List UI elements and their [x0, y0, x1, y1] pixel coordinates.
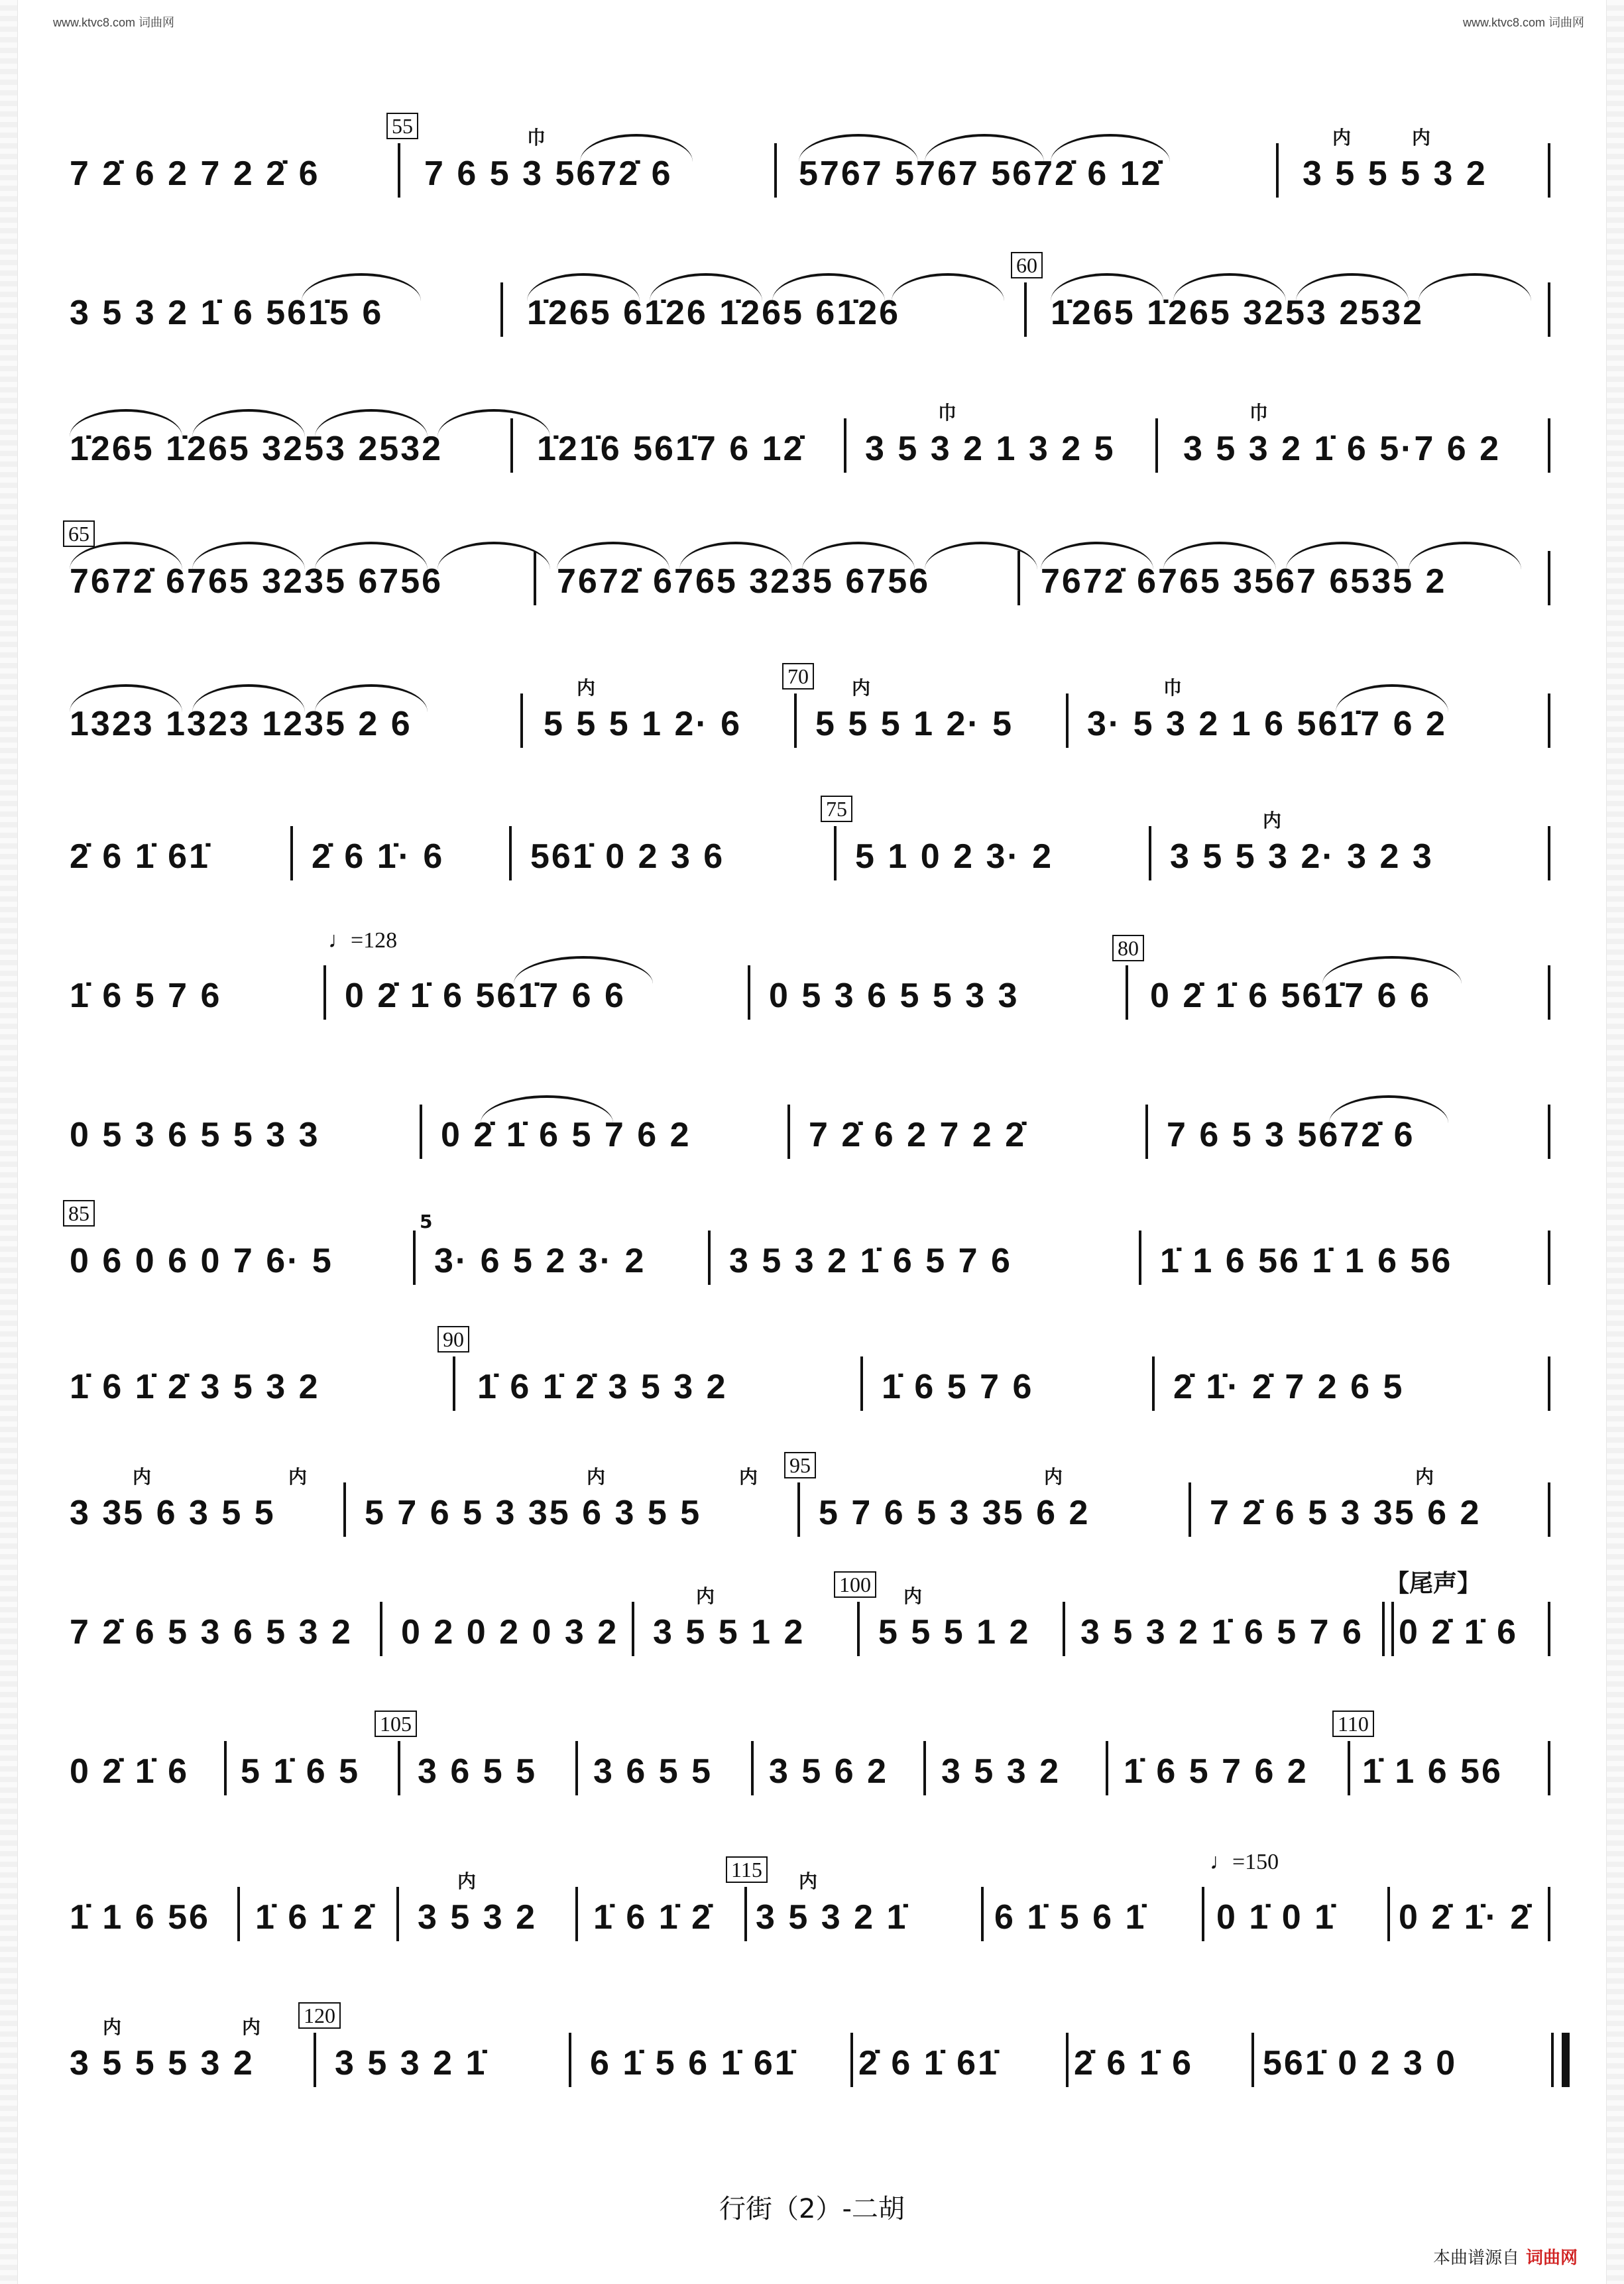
measure-number: 105 [375, 1711, 417, 1737]
ornament-nei: 内 [852, 677, 871, 699]
ornament-five: 5 [420, 1211, 433, 1232]
ornament-nei: 内 [1263, 810, 1282, 831]
measure: 7 2̇ 6 5 3 6 5 3 2 [70, 1613, 353, 1652]
barline [453, 1356, 455, 1411]
barline [380, 1602, 382, 1656]
barline [1548, 1482, 1550, 1537]
barline [569, 2033, 571, 2087]
measure: 1̇ 6 1̇ 2̇ 3 5 3 2 [70, 1368, 320, 1406]
measure-number: 65 [63, 520, 95, 547]
source-site-link[interactable]: 词曲网 [1525, 2248, 1578, 2268]
barline [794, 693, 797, 748]
measure: 3 5 6 2 [769, 1752, 889, 1791]
score-row-3 [63, 381, 1558, 481]
measure: 5 5 5 1 2 [878, 1613, 1031, 1652]
ornament-nei: 内 [1044, 1466, 1063, 1488]
final-barline [1551, 2033, 1554, 2087]
section-label-coda: 【尾声】 [1385, 1570, 1481, 1597]
ornament-nei: 内 [587, 1466, 606, 1488]
barline [844, 418, 846, 473]
source-credit: 本曲谱源自 词曲网 [1432, 2248, 1578, 2268]
measure-number: 110 [1332, 1711, 1374, 1737]
ornament-nei: 内 [577, 677, 596, 699]
barline [323, 965, 326, 1020]
barline [1548, 418, 1550, 473]
barline [1202, 1887, 1204, 1941]
measure: 2̇ 6 1̇ 61̇ [858, 2044, 999, 2082]
measure: 3· 6 5 2 3· 2 [434, 1242, 646, 1280]
barline [1126, 965, 1128, 1020]
barline [237, 1887, 240, 1941]
measure: 3 35 6 3 5 5 [70, 1494, 276, 1532]
double-barline [1382, 1602, 1385, 1656]
barline [708, 1231, 711, 1285]
tempo-marking: ♩=150 [1210, 1850, 1279, 1874]
measure: 3 5 3 2 [941, 1752, 1061, 1791]
measure-number: 80 [1112, 935, 1144, 961]
measure-number: 115 [726, 1856, 768, 1883]
barline [748, 965, 750, 1020]
barline [1189, 1482, 1191, 1537]
barline [396, 1887, 399, 1941]
header-left-watermark: www.ktvc8.com 词曲网 [53, 16, 175, 29]
barline [1145, 1105, 1148, 1159]
measure: 0 2 0 2 0 3 2 [401, 1613, 619, 1652]
measure: 7 6 5 3 5672̇ 6 [1167, 1116, 1415, 1154]
barline [923, 1741, 926, 1795]
measure: 3 5 5 3 2· 3 2 3 [1170, 837, 1434, 876]
barline [224, 1741, 227, 1795]
measure: 3 5 3 2 [418, 1898, 538, 1937]
ornament-nei: 内 [799, 1870, 818, 1892]
barline [1548, 282, 1550, 337]
measure-number: 70 [782, 663, 814, 690]
score-row-5 [63, 656, 1558, 756]
measure: 7 2̇ 6 2 7 2 2̇ 6 [70, 154, 320, 193]
barline [1548, 826, 1550, 880]
ornament-nei: 内 [242, 2016, 261, 2038]
measure: 3· 5 3 2 1 6 561̇7 6 2 [1087, 705, 1447, 743]
measure: 3 5 3 2 1 3 2 5 [865, 430, 1116, 468]
measure: 5 5 5 1 2· 5 [815, 705, 1014, 743]
measure: 6 1̇ 5 6 1̇ 61̇ [590, 2044, 796, 2082]
barline [398, 143, 400, 198]
measure: 1̇ 6 5 7 6 [882, 1368, 1034, 1406]
score-row-15 [63, 1996, 1558, 2095]
measure-number: 90 [437, 1326, 469, 1352]
barline [575, 1887, 578, 1941]
right-page-border [1606, 0, 1624, 2284]
measure: 7 6 5 3 5672̇ 6 [424, 154, 673, 193]
measure-number: 95 [784, 1452, 816, 1478]
barline [860, 1356, 863, 1411]
barline [1548, 693, 1550, 748]
score-row-8 [63, 1067, 1558, 1167]
barline [520, 693, 523, 748]
measure: 2̇ 6 1̇· 6 [312, 837, 445, 876]
measure-number: 60 [1011, 252, 1043, 278]
score-row-13 [63, 1704, 1558, 1803]
barline [1548, 1356, 1550, 1411]
measure: 3 5 3 2 1̇ [756, 1898, 908, 1937]
header-right-watermark: www.ktvc8.com 词曲网 [1462, 16, 1584, 29]
barline [413, 1231, 416, 1285]
measure-number: 120 [298, 2002, 341, 2029]
measure: 3 6 5 5 [593, 1752, 713, 1791]
measure: 3 5 5 5 3 2 [70, 2044, 255, 2082]
barline [1251, 2033, 1254, 2087]
measure: 5 1̇ 6 5 [241, 1752, 361, 1791]
barline [834, 826, 837, 880]
measure: 561̇ 0 2 3 0 [1263, 2044, 1458, 2082]
ornament-nei: 内 [457, 1870, 477, 1892]
barline [575, 1741, 578, 1795]
measure: 1̇ 1 6 56 [70, 1898, 210, 1937]
barline [850, 2033, 853, 2087]
barline [510, 418, 513, 473]
barline [797, 1482, 800, 1537]
measure: 5767 5767 5672̇ 6 12̇ [799, 154, 1163, 193]
barline [787, 1105, 790, 1159]
score-row-7 [63, 928, 1558, 1028]
measure: 1̇ 6 1̇ 2̇ [593, 1898, 713, 1937]
measure: 0 2̇ 1̇· 2̇ [1399, 1898, 1532, 1937]
measure: 3 5 5 5 3 2 [1303, 154, 1487, 193]
measure: 0 2̇ 1̇ 6 5 7 6 2 [441, 1116, 691, 1154]
measure-number: 85 [63, 1200, 95, 1227]
measure: 7 2̇ 6 2 7 2 2̇ [809, 1116, 1027, 1154]
measure: 3 5 3 2 1̇ 6 5·7 6 2 [1183, 430, 1501, 468]
ornament-nei: 内 [696, 1585, 715, 1607]
measure: 1̇ 6 5 7 6 [70, 977, 222, 1015]
barline [1063, 1602, 1065, 1656]
measure: 0 2̇ 1̇ 6 [70, 1752, 190, 1791]
ornament-jin: 巾 [527, 127, 546, 149]
barline [1149, 826, 1151, 880]
barline [534, 551, 536, 605]
measure: 7672̇ 6765 3235 6756 [70, 562, 443, 601]
barline [290, 826, 293, 880]
barline [1152, 1356, 1155, 1411]
barline [398, 1741, 400, 1795]
score-row-2 [63, 245, 1558, 345]
measure: 0 2̇ 1̇ 6 561̇7 6 6 [345, 977, 626, 1015]
barline [1024, 282, 1027, 337]
measure: 0 1̇ 0 1̇ [1216, 1898, 1336, 1937]
score-title: 行街（2）-二胡 [719, 2194, 905, 2224]
measure: 1̇265 1̇265 3253 2532 [70, 430, 443, 468]
ornament-nei: 内 [288, 1466, 308, 1488]
measure: 3 5 3 2 1̇ 6 5 7 6 [1080, 1613, 1363, 1652]
measure: 0 5 3 6 5 5 3 3 [70, 1116, 320, 1154]
measure: 1̇21̇6 561̇7 6 12̇ [537, 430, 805, 468]
barline [1548, 1887, 1550, 1941]
measure-number: 75 [821, 796, 852, 822]
barline [1155, 418, 1158, 473]
measure: 1̇265 61̇26 1̇265 61̇26 [527, 294, 901, 332]
score-row-12 [63, 1565, 1558, 1664]
barline [1548, 1105, 1550, 1159]
score-row-10 [63, 1319, 1558, 1419]
barline [500, 282, 503, 337]
barline [1548, 143, 1550, 198]
barline [857, 1602, 860, 1656]
measure: 3 5 3 2 1̇ 6 5 7 6 [729, 1242, 1012, 1280]
barline [1548, 1231, 1550, 1285]
measure: 3 5 3 2 1̇ [335, 2044, 487, 2082]
measure: 2̇ 6 1̇ 61̇ [70, 837, 210, 876]
barline [1348, 1741, 1350, 1795]
measure: 6 1̇ 5 6 1̇ [994, 1898, 1147, 1937]
barline [1017, 551, 1020, 605]
measure: 1323 1323 1235 2 6 [70, 705, 412, 743]
measure: 1̇ 1 6 56 1̇ 1 6 56 [1160, 1242, 1453, 1280]
measure: 0 5 3 6 5 5 3 3 [769, 977, 1019, 1015]
barline [1276, 143, 1279, 198]
score-row-6 [63, 789, 1558, 888]
score-row-4 [63, 514, 1558, 613]
measure: 1̇ 6 1̇ 2̇ 3 5 3 2 [477, 1368, 728, 1406]
measure: 7672̇ 6765 3567 6535 2 [1041, 562, 1447, 601]
barline [1106, 1741, 1108, 1795]
measure: 1̇265 1̇265 3253 2532 [1051, 294, 1424, 332]
barline [1139, 1231, 1141, 1285]
barline [744, 1887, 747, 1941]
barline [1066, 2033, 1069, 2087]
barline [1387, 1887, 1390, 1941]
measure: 1̇ 6 1̇ 2̇ [255, 1898, 375, 1937]
barline [751, 1741, 754, 1795]
score-row-9 [63, 1193, 1558, 1293]
ornament-nei: 内 [903, 1585, 923, 1607]
measure: 5 7 6 5 3 35 6 3 5 5 [365, 1494, 702, 1532]
barline [1066, 693, 1069, 748]
ornament-nei: 内 [1415, 1466, 1434, 1488]
score-row-1 [63, 106, 1558, 206]
measure: 5 7 6 5 3 35 6 2 [819, 1494, 1090, 1532]
measure: 0 2̇ 1̇ 6 561̇7 6 6 [1150, 977, 1431, 1015]
barline [632, 1602, 634, 1656]
measure: 0 6 0 6 0 7 6· 5 [70, 1242, 333, 1280]
measure: 3 5 3 2 1̇ 6 561̇5 6 [70, 294, 384, 332]
score-row-14 [63, 1850, 1558, 1949]
ornament-jin: 巾 [1249, 402, 1269, 424]
measure: 561̇ 0 2 3 6 [530, 837, 725, 876]
score-row-11 [63, 1445, 1558, 1545]
measure-number: 100 [834, 1571, 876, 1598]
ornament-nei: 内 [133, 1466, 152, 1488]
barline [1548, 1741, 1550, 1795]
measure-number: 55 [386, 113, 418, 139]
barline [509, 826, 512, 880]
measure: 5 5 5 1 2· 6 [544, 705, 742, 743]
measure: 0 2̇ 1̇ 6 [1399, 1613, 1519, 1652]
barline [1548, 965, 1550, 1020]
barline [420, 1105, 422, 1159]
measure: 2̇ 1̇· 2̇ 7 2 6 5 [1173, 1368, 1405, 1406]
ornament-nei: 内 [739, 1466, 758, 1488]
tempo-marking: ♩=128 [328, 928, 398, 953]
measure: 1̇ 6 5 7 6 2 [1124, 1752, 1308, 1791]
barline [981, 1887, 984, 1941]
measure: 2̇ 6 1̇ 6 [1074, 2044, 1194, 2082]
barline [1548, 1602, 1550, 1656]
measure: 7 2̇ 6 5 3 35 6 2 [1210, 1494, 1481, 1532]
measure: 1̇ 1 6 56 [1362, 1752, 1503, 1791]
barline [343, 1482, 346, 1537]
measure: 3 5 5 1 2 [653, 1613, 805, 1652]
ornament-nei: 内 [103, 2016, 122, 2038]
barline [314, 2033, 316, 2087]
barline [1548, 551, 1550, 605]
left-page-border [0, 0, 18, 2284]
measure: 5 1 0 2 3· 2 [855, 837, 1054, 876]
measure: 7672̇ 6765 3235 6756 [557, 562, 931, 601]
ornament-jin: 巾 [1163, 677, 1183, 699]
ornament-jin: 巾 [938, 402, 957, 424]
barline [774, 143, 777, 198]
measure: 3 6 5 5 [418, 1752, 538, 1791]
ornament-nei: 内 [1332, 127, 1352, 149]
ornament-nei: 内 [1412, 127, 1431, 149]
